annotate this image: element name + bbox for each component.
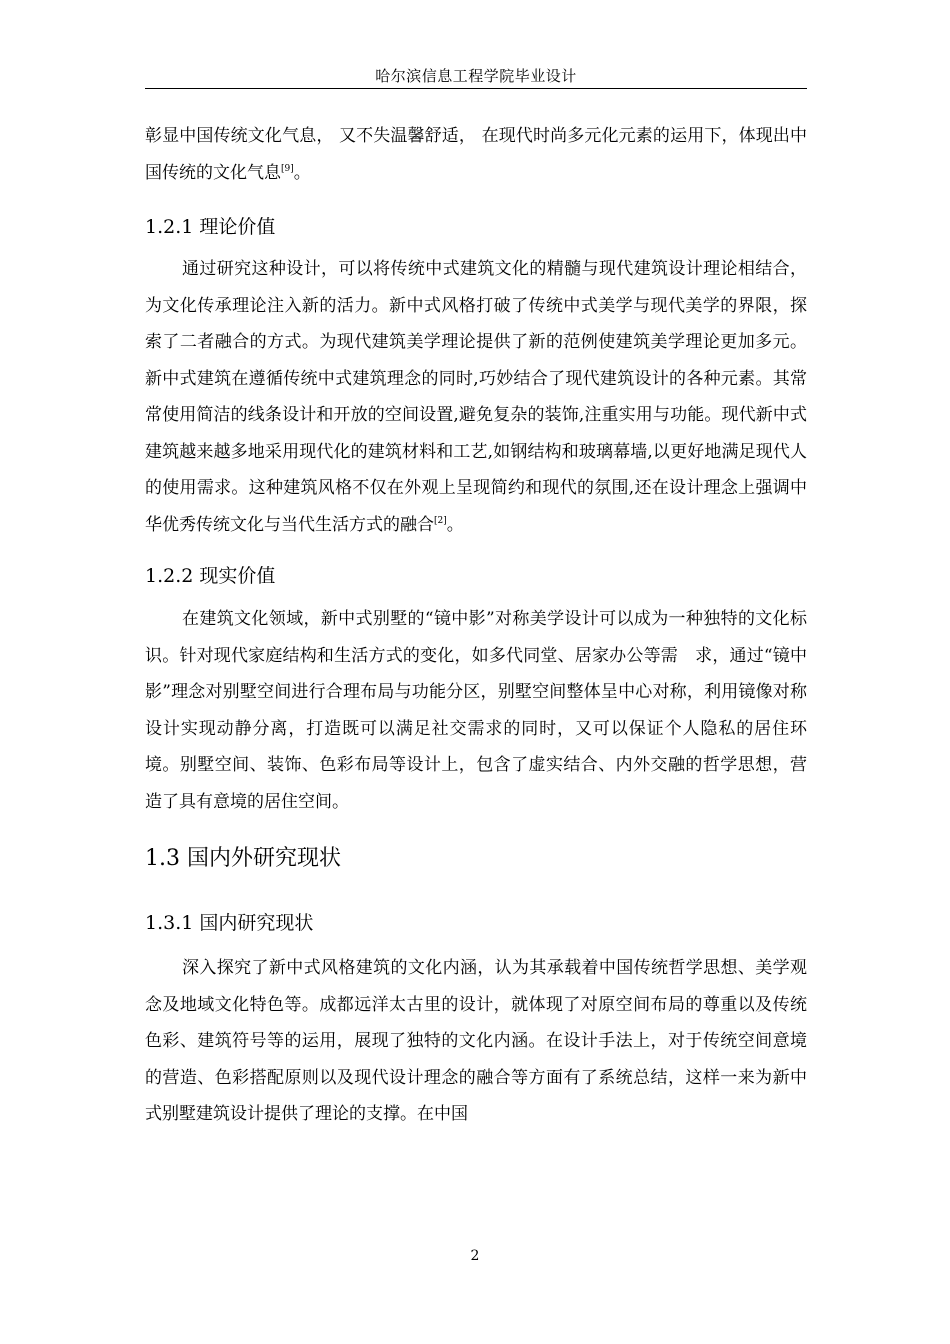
intro-text: 彰显中国传统文化气息， 又不失温馨舒适， 在现代时尚多元化元素的运用下，体现出中国传统的文化气息 <box>145 126 807 183</box>
page-content <box>145 118 807 1133</box>
section-heading-1-2-2: 1.2.2 现实价值 <box>145 565 276 587</box>
paragraph-domestic-research: 深入探究了新中式风格建筑的文化内涵，认为其承载着中国传统哲学思想、美学观念及地域文化特色等。成都远洋太古里的设计，就体现了对原空间布局的尊重以及传统色彩、建筑符号等的运用，展现了独特的文化内涵。在设计手法上，对于传统空间意境的营造、色彩搭配原则以及现代设计理念的融合等方面有了系统总结，这样一来为新中式别墅建筑设计提供了理论的支撑。在中国 <box>145 958 807 1124</box>
page-header: 哈尔滨信息工程学院毕业设计 <box>375 67 577 85</box>
page-number: 2 <box>470 1248 480 1264</box>
header-rule <box>145 88 807 89</box>
citation-ref: [9] <box>281 163 294 174</box>
section-heading-1-3: 1.3 国内外研究现状 <box>145 846 341 871</box>
section-heading-1-2-1: 1.2.1 理论价值 <box>145 216 276 238</box>
paragraph-theory-value: 通过研究这种设计，可以将传统中式建筑文化的精髓与现代建筑设计理论相结合，为文化传承理论注入新的活力。新中式风格打破了传统中式美学与现代美学的界限，探索了二者融合的方式。为现代建筑美学理论提供了新的范例使建筑美学理论更加多元。新中式建筑在遵循传统中式建筑理念的同时,巧妙结合了现代建筑设计的各种元素。其常常使用简洁的线条设计和开放的空间设置,避免复杂的装饰,注重实用与功能。现代新中式建筑越来越多地采用现代化的建筑材料和工艺,如钢结构和玻璃幕墙,以更好地满足现代人的使用需求。这种建筑风格不仅在外观上呈现简约和现代的氛围,还在设计理念上强调中华优秀传统文化与当代生活方式的融合[2]。 <box>145 259 807 535</box>
paragraph-practical-value: 在建筑文化领域，新中式别墅的“镜中影”对称美学设计可以成为一种独特的文化标识。针对现代家庭结构和生活方式的变化，如多代同堂、居家办公等需 求，通过“镜中影”理念对别墅空间进行合理布局与功能分区，别墅空间整体呈中心对称，利用镜像对称设计实现动静分离，打造既可以满足社交需求的同时，又可以保证个人隐私的居住环境。别墅空间、装饰、色彩布局等设计上，包含了虚实结合、内外交融的哲学思想，营造了具有意境的居住空间。 <box>145 609 807 812</box>
citation-ref: [2] <box>434 515 447 526</box>
intro-paragraph: 彰显中国传统文化气息， 又不失温馨舒适， 在现代时尚多元化元素的运用下，体现出中国传统的文化气息[9]。 <box>145 126 807 183</box>
section-heading-1-3-1: 1.3.1 国内研究现状 <box>145 912 314 934</box>
